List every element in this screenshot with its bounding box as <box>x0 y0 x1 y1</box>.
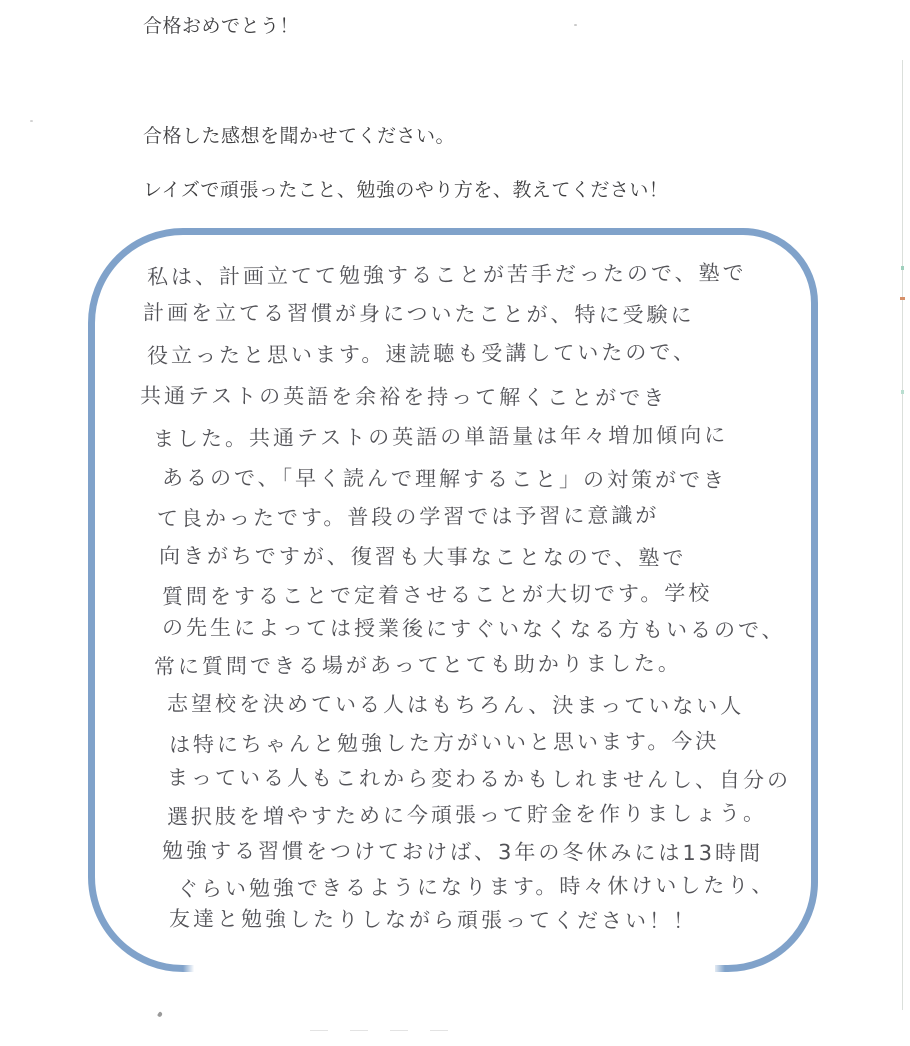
congrats-heading: 合格おめでとう！ <box>143 16 300 37</box>
handwritten-line: 選択肢を増やすために今頑張って貯金を作りましょう。 <box>166 800 768 830</box>
scan-tick-mark <box>900 297 905 300</box>
scan-dash-artifact <box>310 1030 470 1031</box>
arc-fade-right <box>709 958 725 974</box>
handwritten-line: ぐらい勉強できるようになります。時々休けいしたり、 <box>176 872 776 902</box>
handwritten-line: 私は、計画立てて勉強することが苦手だったので、塾で <box>146 260 747 290</box>
handwritten-line: 質問をすることで定着させることが大切です。学校 <box>161 581 713 609</box>
handwritten-answer-box <box>88 228 818 972</box>
handwritten-line: 計画を立てる習慣が身についたことが、特に受験に <box>142 300 695 328</box>
question-study-methods-heading: レイズで頑張ったこと、勉強のやり方を、教えてください！ <box>143 180 669 201</box>
scan-edge-line <box>902 60 903 1010</box>
handwritten-line: 勉強する習慣をつけておけば、3年の冬休みには13時間 <box>161 838 764 866</box>
handwritten-line: 友達と勉強したりしながら頑張ってください！！ <box>168 906 698 934</box>
handwritten-line: まっている人もこれから変わるかもしれませんし、自分の <box>166 765 792 793</box>
handwritten-line: て良かったです。普段の学習では予習に意識が <box>156 503 660 531</box>
handwritten-line: 共通テストの英語を余裕を持って解くことができ <box>139 383 668 411</box>
arc-fade-left <box>183 958 197 974</box>
handwritten-line: 常に質問できる場があってとても助かりました。 <box>153 651 682 679</box>
handwritten-line: あるので、「早く読んで理解すること」の対策ができ <box>161 465 728 493</box>
handwritten-line: 向きがちですが、復習も大事なことなので、塾で <box>158 543 687 571</box>
handwritten-line: の先生によっては授業後にすぐいなくなる方もいるので、 <box>161 615 786 643</box>
scan-tick-mark <box>901 266 904 270</box>
scan-cutoff-bottom-border <box>195 956 715 974</box>
handwritten-line: は特にちゃんと勉強した方がいいと思います。今決 <box>168 729 720 757</box>
scan-speck <box>30 120 33 122</box>
scan-speck <box>574 24 577 26</box>
handwritten-line: 志望校を決めている人はもちろん、決まっていない人 <box>166 691 745 719</box>
question-impressions-heading: 合格した感想を聞かせてください。 <box>143 126 456 147</box>
scan-speck <box>157 1011 163 1017</box>
scan-tick-mark <box>901 390 904 394</box>
handwritten-line: 役立ったと思います。速読聴も受講していたので、 <box>146 340 697 368</box>
handwritten-line: ました。共通テストの英語の単語量は年々増加傾向に <box>152 422 729 452</box>
